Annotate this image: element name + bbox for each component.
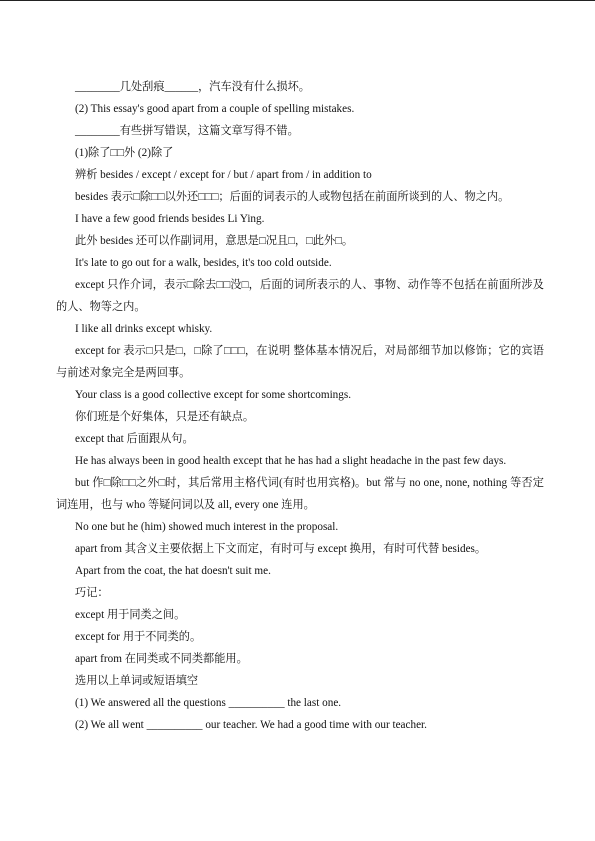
text-line: 辨析 besides / except / except for / but / apart from / in addition to [75,169,372,181]
text-line: Your class is a good collective except for some shortcomings. [75,389,352,401]
text-line: apart from 其含义主要依据上下文而定，有时可与 except 换用，有时可代替 besides。 [75,543,487,555]
text-line: (1)除了□□外 (2)除了 [75,147,174,159]
text-line: 巧记： [75,587,109,599]
text-line: He has always been in good health except that he has had a slight headache in the past few days. [75,455,507,467]
page-top-border [0,0,595,1]
text-line: 你们班是个好集体，只是还有缺点。 [75,411,255,423]
text-paragraph: except 只作介词，表示□除去□□没□，后面的词所表示的人、事物、动作等不包括在前面所涉及的人、物等之内。 [56,279,544,313]
text-line: It's late to go out for a walk, besides, it's too cold outside. [75,257,332,269]
text-paragraph: except for 表示□只是□，□除了□□□，在说明 整体基本情况后，对局部细节加以修饰；它的宾语与前述对象完全是两回事。 [56,345,544,379]
text-line: except for 用于不同类的。 [75,631,202,643]
text-line: I like all drinks except whisky. [75,323,213,335]
text-line: 选用以上单词或短语填空 [75,675,199,687]
text-line: No one but he (him) showed much interest in the proposal. [75,521,339,533]
text-paragraph: but 作□除□□之外□时，其后常用主格代词(有时也用宾格)。but 常与 no one, none, nothing 等否定词连用，也与 who 等疑问词以及 all, every one 连用。 [56,477,544,511]
text-paragraph: besides 表示□除□□以外还□□□；后面的词表示的人或物包括在前面所谈到的人、物之内。 [75,191,510,203]
text-line: (2) This essay's good apart from a couple of spelling mistakes. [75,103,355,115]
text-line: ________有些拼写错误，这篇文章写得不错。 [75,125,299,137]
text-line: (2) We all went __________ our teacher. We had a good time with our teacher. [75,719,427,731]
text-line: (1) We answered all the questions __________ the last one. [75,697,342,709]
text-line: except 用于同类之间。 [75,609,186,621]
text-line: 此外 besides 还可以作副词用，意思是□况且□，□此外□。 [75,235,354,247]
text-line: apart from 在同类或不同类都能用。 [75,653,248,665]
document-body [56,76,544,736]
text-line: I have a few good friends besides Li Ying. [75,213,265,225]
text-line: ________几处刮痕______，汽车没有什么损坏。 [75,81,310,93]
text-line: Apart from the coat, the hat doesn't suit me. [75,565,271,577]
text-line: except that 后面跟从句。 [75,433,194,445]
